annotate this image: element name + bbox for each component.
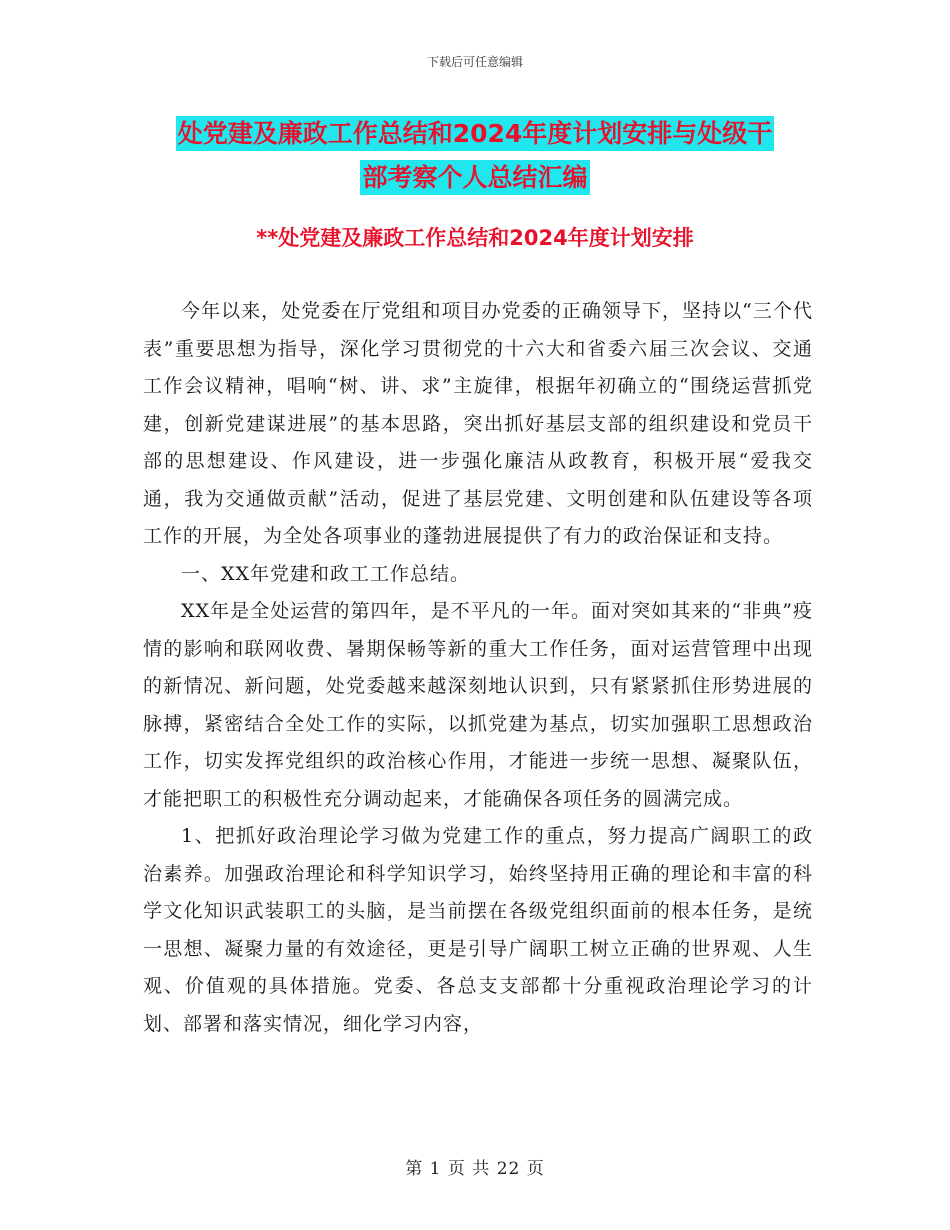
page-footer: 第 1 页 共 22 页 bbox=[405, 1159, 545, 1179]
paragraph-intro: 今年以来，处党委在厅党组和项目办党委的正确领导下，坚持以“三个代表”重要思想为指导，深化学习贯彻党的十六大和省委六届三次会议、交通工作会议精神，唱响“树、讲、求”主旋律，根据年初确立的“围绕运营抓党建，创新党建谋进展”的基本思路，突出抓好基层支部的组织建设和党员干部的思想建设、作风建设，进一步强化廉洁从政教育，积极开展“爱我交通，我为交通做贡献”活动，促进了基层党建、文明创建和队伍建设等各项工作的开展，为全处各项事业的蓬勃进展提供了有力的政治保证和支持。 bbox=[143, 300, 813, 547]
paragraph-heading-1: 一、XX年党建和政工工作总结。 bbox=[181, 562, 471, 585]
section-title: **处党建及廉政工作总结和2024年度计划安排 bbox=[256, 226, 694, 250]
document-title-line-2: 部考察个人总结汇编 bbox=[360, 160, 589, 195]
document-title bbox=[0, 112, 950, 200]
paragraph-summary: XX年是全处运营的第四年，是不平凡的一年。面对突如其来的“非典”疫情的影响和联网收费、暑期保畅等新的重大工作任务，面对运营管理中出现的新情况、新问题，处党委越来越深刻地认识到，只有紧紧抓住形势进展的脉搏，紧密结合全处工作的实际，以抓党建为基点，切实加强职工思想政治工作，切实发挥党组织的政治核心作用，才能进一步统一思想、凝聚队伍，才能把职工的积极性充分调动起来，才能确保各项任务的圆满完成。 bbox=[143, 600, 813, 810]
header-note: 下载后可任意编辑 bbox=[426, 55, 523, 69]
body-text bbox=[143, 293, 813, 1043]
document-title-line-1: 处党建及廉政工作总结和2024年度计划安排与处级干 bbox=[176, 116, 775, 151]
paragraph-point-1: 1、把抓好政治理论学习做为党建工作的重点，努力提高广阔职工的政治素养。加强政治理论和科学知识学习，始终坚持用正确的理论和丰富的科学文化知识武装职工的头脑，是当前摆在各级党组织面前的根本任务，是统一思想、凝聚力量的有效途径，更是引导广阔职工树立正确的世界观、人生观、价值观的具体措施。党委、各总支支部都十分重视政治理论学习的计划、部署和落实情况，细化学习内容， bbox=[143, 825, 813, 1035]
